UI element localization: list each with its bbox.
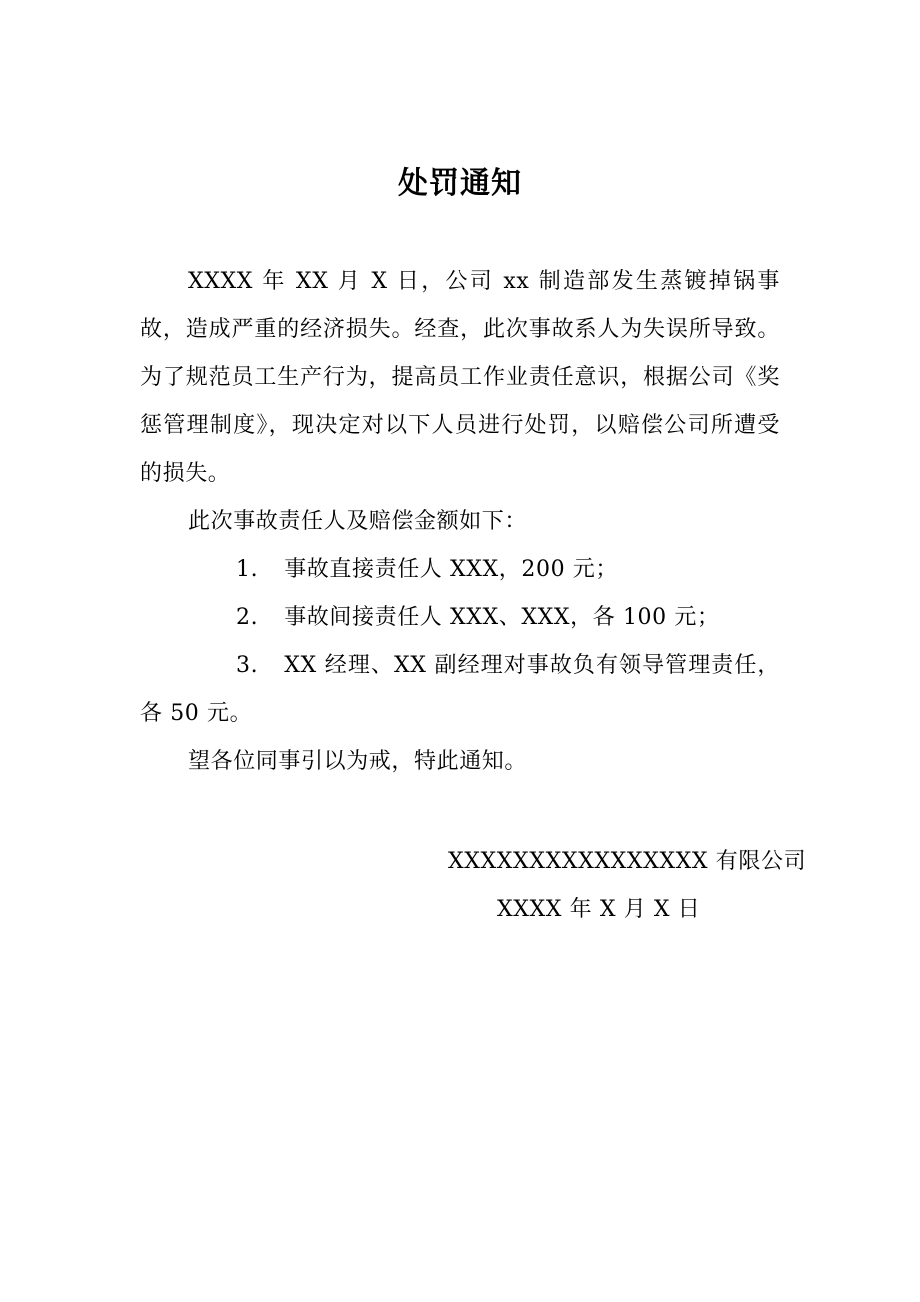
list-item xyxy=(140,546,780,594)
list-item-text: 事故直接责任人 XXX，200 元； xyxy=(284,557,618,582)
list-item xyxy=(140,642,780,738)
list-item-number: 1. xyxy=(236,557,259,582)
list-item-text: 事故间接责任人 XXX、XXX，各 100 元； xyxy=(284,605,720,630)
list-item-number: 2. xyxy=(236,605,259,630)
paragraph-incident: XXXX 年 XX 月 X 日，公司 xx 制造部发生蒸镀掉锅事故，造成严重的经济损失。经查，此次事故系人为失误所导致。为了规范员工生产行为，提高员工作业责任意识，根据公司《奖惩管理制度》，现决定对以下人员进行处罚，以赔偿公司所遭受的损失。 xyxy=(140,269,780,486)
signature-company: XXXXXXXXXXXXXXXX 有限公司 xyxy=(448,849,807,874)
paragraph-closing: 望各位同事引以为戒，特此通知。 xyxy=(188,749,528,774)
list-item-number: 3. xyxy=(236,653,259,678)
paragraph-list-intro: 此次事故责任人及赔偿金额如下： xyxy=(188,509,528,534)
document-title: 处罚通知 xyxy=(398,166,522,201)
list-item-text: XX 经理、XX 副经理对事故负有领导管理责任，各 50 元。 xyxy=(140,653,780,726)
document-body xyxy=(140,258,780,786)
signature-date: XXXX 年 X 月 X 日 xyxy=(497,897,701,922)
list-item xyxy=(140,594,780,642)
